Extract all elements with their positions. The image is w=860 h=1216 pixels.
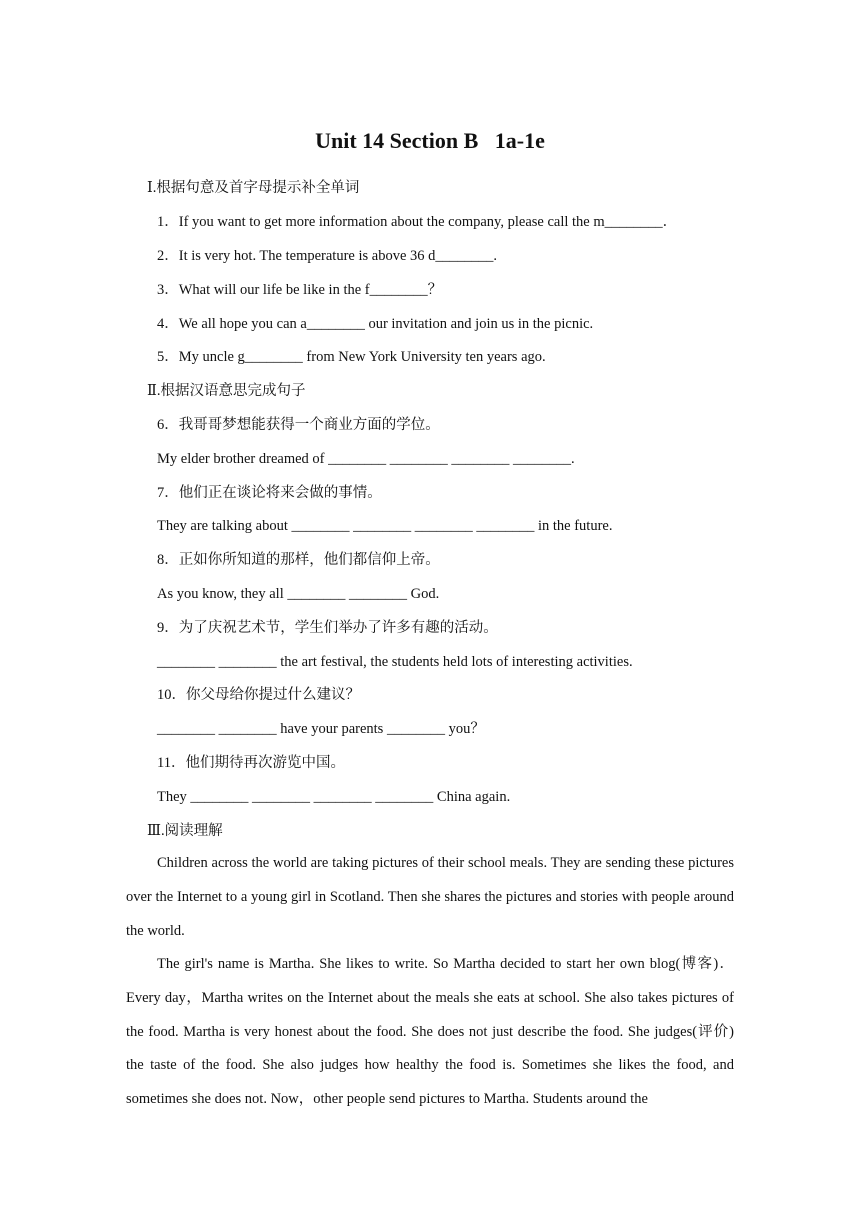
section-2-heading: Ⅱ.根据汉语意思完成句子 [147, 383, 306, 399]
section-1-heading: Ⅰ.根据句意及首字母提示补全单词 [147, 180, 360, 196]
question-11-english: They ________ ________ ________ ________ China again. [157, 789, 511, 805]
reading-paragraph-2: The girl's name is Martha. She likes to write. So Martha decided to start her own blog(博客)．Every day，Martha writes on the Internet about the meals she eats at school. She also takes pictures of the food. Martha is very honest about the food. She does not just describe the food. She judges(评价) the taste of the food. She also judges how healthy the food is. Sometimes she likes the food, and sometimes she does not. Now，other people send pictures to Martha. Students around the [126, 956, 734, 1108]
question-1: 1．If you want to get more information about the company, please call the m________． [157, 214, 678, 230]
question-6-chinese: 6．我哥哥梦想能获得一个商业方面的学位。 [157, 417, 440, 433]
question-2: 2．It is very hot. The temperature is above 36 d________. [157, 248, 498, 264]
page-title: Unit 14 Section B 1a-1e [315, 128, 545, 153]
question-7-english: They are talking about ________ ________ ________ ________ in the future. [157, 518, 613, 534]
question-9-chinese: 9．为了庆祝艺术节，学生们举办了许多有趣的活动。 [157, 620, 498, 636]
question-11-chinese: 11．他们期待再次游览中国。 [157, 755, 345, 771]
question-3: 3．What will our life be like in the f________？ [157, 282, 443, 298]
question-8-english: As you know, they all ________ ________ God. [157, 586, 440, 602]
section-3-heading: Ⅲ.阅读理解 [147, 823, 223, 839]
question-10-chinese: 10．你父母给你提过什么建议？ [157, 687, 360, 703]
question-9-english: ________ ________ the art festival, the students held lots of interesting activities. [157, 654, 633, 670]
question-7-chinese: 7．他们正在谈论将来会做的事情。 [157, 485, 382, 501]
question-4: 4．We all hope you can a________ our invitation and join us in the picnic. [157, 316, 594, 332]
question-5: 5．My uncle g________ from New York University ten years ago. [157, 349, 546, 365]
reading-paragraph-1: Children across the world are taking pictures of their school meals. They are sending these pictures over the Internet to a young girl in Scotland. Then she shares the pictures and stories with people around the world. [126, 855, 734, 939]
question-10-english: ________ ________ have your parents ________ you？ [157, 721, 485, 737]
question-8-chinese: 8．正如你所知道的那样，他们都信仰上帝。 [157, 552, 440, 568]
question-6-english: My elder brother dreamed of ________ ________ ________ ________. [157, 451, 575, 467]
